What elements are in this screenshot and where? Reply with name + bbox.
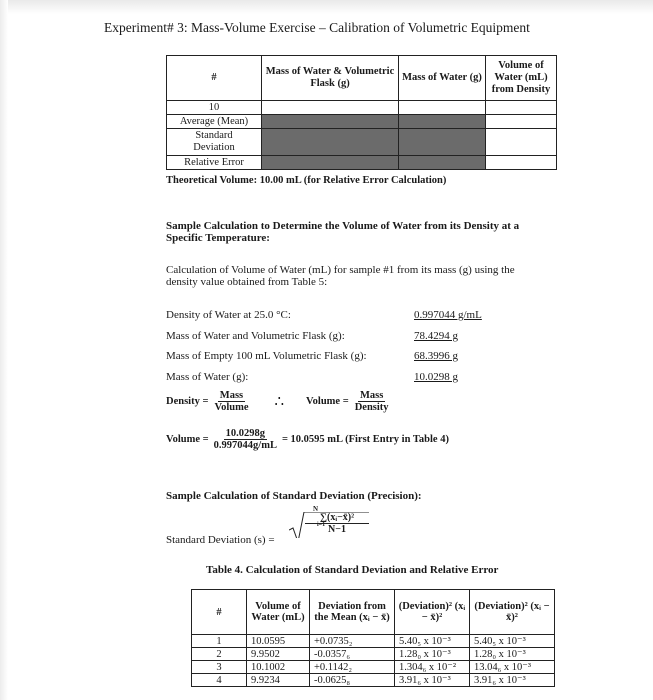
table-row: 3 10.1002 +0.1142₂ 1.304₆ x 10⁻² 13.04₆ x 10⁻³ [192,661,555,674]
mass-flask-value: 78.4294 g [414,330,458,342]
col-header-deviation: Deviation from the Mean (xᵢ − x̄) [310,590,395,635]
page-shadow-left [0,0,8,700]
table-row: 4 9.9234 -0.0625₈ 3.91₆ x 10⁻³ 3.91₆ x 10⁻³ [192,674,555,687]
std-dev-formula-label: Standard Deviation (s) = [166,534,275,546]
table-row [167,115,557,129]
row-label: Standard Deviation [167,129,262,156]
table-row [167,156,557,170]
table4-title: Table 4. Calculation of Standard Deviation and Relative Error [206,564,499,576]
row-label: Relative Error [167,156,262,170]
col-header-number: # [192,590,247,635]
theoretical-volume-note: Theoretical Volume: 10.00 mL (for Relative Error Calculation) [166,175,447,186]
table-row: 2 9.9502 -0.0357₆ 1.28₀ x 10⁻³ 1.28₀ x 10⁻³ [192,648,555,661]
col-header-number: # [167,56,262,101]
col-header-deviation-sq: (Deviation)² (xᵢ − x̄)² [395,590,470,635]
table-row [167,101,557,115]
table-row [167,129,557,156]
therefore-symbol: ∴ [274,394,285,410]
mass-empty-value: 68.3996 g [414,350,458,362]
row-label: Average (Mean) [167,115,262,129]
results-table [166,55,557,170]
table-row: 1 10.0595 +0.0735₂ 5.40₅ x 10⁻³ 5.40₅ x 10⁻³ [192,635,555,648]
page-shadow-top [0,0,653,14]
col-header-volume: Volume of Water (mL) from Density [486,56,557,101]
col-header-mass-water: Mass of Water (g) [399,56,486,101]
std-dev-title: Sample Calculation of Standard Deviation (Precision): [166,490,422,502]
density-value: 0.997044 g/mL [414,309,482,321]
col-header-volume: Volume of Water (mL) [247,590,310,635]
deviation-table [191,589,555,687]
mass-water-value: 10.0298 g [414,371,458,383]
std-dev-fraction: N i=1 ∑(xᵢ−x̄)² N−1 [305,512,369,535]
row-label: 10 [167,101,262,115]
density-label: Density of Water at 25.0 °C: [166,309,291,321]
density-formula: Density = $\frac{\text{Mass}}{\text{Volume}}$ ∴ Volume = $\frac{\text{Mass}}{\text{Density}}$ [166,390,389,413]
col-header-mass-flask: Mass of Water & Volumetric Flask (g) [262,56,399,101]
mass-water-label: Mass of Water (g): [166,371,249,383]
sample-calc-description: Calculation of Volume of Water (mL) for sample #1 from its mass (g) using the density value obtained from Table 5: [166,264,515,288]
sample-calc-title: Sample Calculation to Determine the Volume of Water from its Density at a Specific Temperature: [166,220,520,244]
col-header-deviation-sq-2: (Deviation)² (xᵢ − x̄)² [470,590,555,635]
volume-calculation: Volume = $\frac{10.0298g}{0.997044g/mL}$ = 10.0595 mL (First Entry in Table 4) [166,428,449,451]
mass-flask-label: Mass of Water and Volumetric Flask (g): [166,330,345,342]
page-title: Experiment# 3: Mass-Volume Exercise – Calibration of Volumetric Equipment [104,20,530,35]
mass-empty-label: Mass of Empty 100 mL Volumetric Flask (g): [166,350,367,362]
